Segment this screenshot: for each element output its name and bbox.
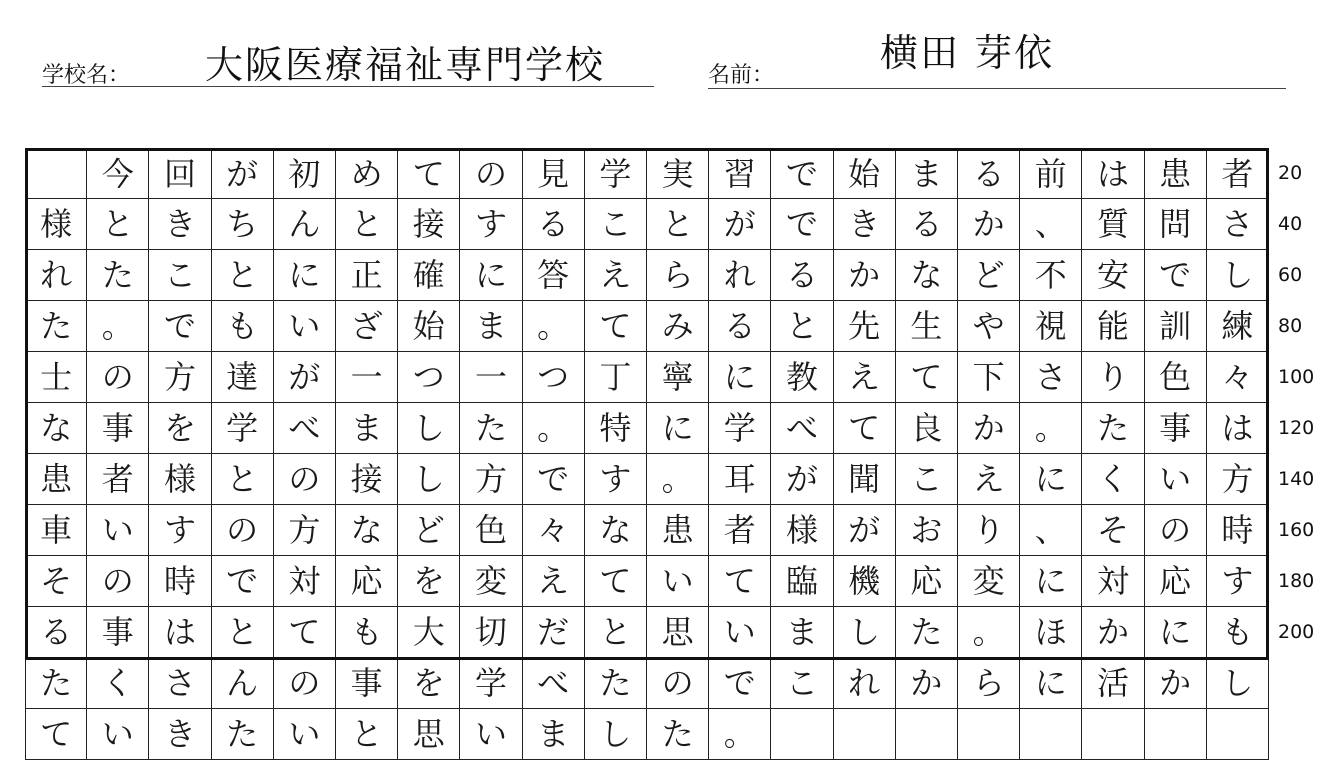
grid-cell: ざ [336, 301, 398, 352]
grid-cell: で [1145, 250, 1207, 301]
grid-cell: 思 [398, 709, 460, 760]
grid-cell: た [1082, 403, 1144, 454]
grid-cell: で [709, 658, 771, 709]
grid-cell: 。 [1020, 403, 1082, 454]
grid-cell: と [336, 709, 398, 760]
grid-cell: た [25, 658, 87, 709]
grid-cell: 臨 [771, 556, 833, 607]
grid-cell: つ [398, 352, 460, 403]
grid-cell: 応 [336, 556, 398, 607]
grid-cell [896, 709, 958, 760]
grid-cell: も [336, 607, 398, 658]
grid-cell: 学 [460, 658, 522, 709]
grid-cell: れ [834, 658, 896, 709]
grid-cell: に [1020, 454, 1082, 505]
grid-cell: で [149, 301, 211, 352]
grid-cell: に [1020, 556, 1082, 607]
grid-cell: 患 [1145, 148, 1207, 199]
grid-cell: と [212, 454, 274, 505]
grid-cell: い [460, 709, 522, 760]
grid-cell: 様 [25, 199, 87, 250]
grid-cell: ん [274, 199, 336, 250]
grid-cell: べ [771, 403, 833, 454]
grid-cell: さ [1207, 199, 1269, 250]
grid-cell: な [896, 250, 958, 301]
grid-cell: 接 [336, 454, 398, 505]
grid-cell: の [87, 556, 149, 607]
grid-cell: の [274, 658, 336, 709]
grid-cell: い [274, 301, 336, 352]
grid-cell: 。 [958, 607, 1020, 658]
grid-cell: 方 [149, 352, 211, 403]
grid-cell: に [647, 403, 709, 454]
grid-cell: き [834, 199, 896, 250]
grid-cell: 初 [274, 148, 336, 199]
grid-cell: な [336, 505, 398, 556]
grid-cell: か [1145, 658, 1207, 709]
grid-cell: し [585, 709, 647, 760]
grid-cell: い [87, 505, 149, 556]
grid-cell: 事 [1145, 403, 1207, 454]
line-number: 120 [1278, 417, 1315, 439]
grid-cell: お [896, 505, 958, 556]
grid-cell: で [212, 556, 274, 607]
grid-cell: て [834, 403, 896, 454]
grid-cell: 問 [1145, 199, 1207, 250]
grid-cell: 正 [336, 250, 398, 301]
student-name-value: 横田 芽依 [880, 31, 1055, 75]
grid-cell: て [398, 148, 460, 199]
line-number: 140 [1278, 468, 1315, 490]
grid-cell: 事 [87, 403, 149, 454]
grid-cell: で [771, 199, 833, 250]
grid-cell: と [647, 199, 709, 250]
grid-cell: 接 [398, 199, 460, 250]
grid-cell: の [1145, 505, 1207, 556]
grid-cell: や [958, 301, 1020, 352]
grid-cell: た [585, 658, 647, 709]
grid-cell: る [771, 250, 833, 301]
grid-cell [834, 709, 896, 760]
grid-cell: 活 [1082, 658, 1144, 709]
grid-cell: い [709, 607, 771, 658]
grid-cell: 機 [834, 556, 896, 607]
name-underline [708, 88, 1286, 89]
grid-cell: 一 [336, 352, 398, 403]
grid-cell: 学 [709, 403, 771, 454]
grid-cell: ど [958, 250, 1020, 301]
grid-cell: 学 [212, 403, 274, 454]
grid-cell: 々 [523, 505, 585, 556]
grid-cell [958, 709, 1020, 760]
grid-cell: 者 [87, 454, 149, 505]
grid-cell: す [149, 505, 211, 556]
grid-cell: き [149, 199, 211, 250]
line-number: 60 [1278, 264, 1303, 286]
grid-cell: か [834, 250, 896, 301]
grid-cell: 時 [149, 556, 211, 607]
grid-cell: て [585, 556, 647, 607]
grid-cell: か [958, 403, 1020, 454]
line-number: 80 [1278, 315, 1303, 337]
grid-cell: し [1207, 658, 1269, 709]
grid-cell: も [1207, 607, 1269, 658]
grid-cell: い [87, 709, 149, 760]
line-number: 40 [1278, 213, 1303, 235]
grid-cell: に [709, 352, 771, 403]
grid-cell: 始 [398, 301, 460, 352]
grid-cell: て [25, 709, 87, 760]
grid-cell: 事 [336, 658, 398, 709]
grid-cell: 。 [647, 454, 709, 505]
grid-cell: 事 [87, 607, 149, 658]
grid-cell: べ [523, 658, 585, 709]
line-number: 100 [1278, 366, 1315, 388]
grid-cell [771, 709, 833, 760]
grid-cell: 生 [896, 301, 958, 352]
grid-cell: が [709, 199, 771, 250]
grid-cell: え [958, 454, 1020, 505]
grid-cell: の [87, 352, 149, 403]
school-name-value: 大阪医療福祉専門学校 [205, 43, 606, 87]
grid-cell: た [647, 709, 709, 760]
grid-cell: て [896, 352, 958, 403]
grid-cell: 患 [647, 505, 709, 556]
grid-cell: な [585, 505, 647, 556]
grid-cell: え [585, 250, 647, 301]
grid-cell: と [771, 301, 833, 352]
grid-cell: な [25, 403, 87, 454]
grid-cell: る [958, 148, 1020, 199]
grid-cell: に [460, 250, 522, 301]
grid-cell: さ [1020, 352, 1082, 403]
grid-cell: み [647, 301, 709, 352]
grid-cell: 変 [460, 556, 522, 607]
grid-cell: 学 [585, 148, 647, 199]
grid-cell: の [647, 658, 709, 709]
grid-cell: 方 [1207, 454, 1269, 505]
grid-cell: た [212, 709, 274, 760]
grid-cell: で [523, 454, 585, 505]
grid-cell: 見 [523, 148, 585, 199]
grid-cell: 様 [771, 505, 833, 556]
grid-cell: は [1207, 403, 1269, 454]
grid-cell: だ [523, 607, 585, 658]
grid-cell: 練 [1207, 301, 1269, 352]
grid-cell: が [274, 352, 336, 403]
grid-cell: 士 [25, 352, 87, 403]
grid-cell: 様 [149, 454, 211, 505]
line-number: 200 [1278, 621, 1315, 643]
grid-cell: 訓 [1145, 301, 1207, 352]
grid-cell: め [336, 148, 398, 199]
grid-cell: る [523, 199, 585, 250]
grid-cell: ま [771, 607, 833, 658]
grid-cell [1020, 709, 1082, 760]
grid-cell: 答 [523, 250, 585, 301]
grid-cell: ら [958, 658, 1020, 709]
grid-cell: こ [771, 658, 833, 709]
grid-cell: 丁 [585, 352, 647, 403]
grid-cell: た [460, 403, 522, 454]
grid-cell: が [834, 505, 896, 556]
grid-cell: を [398, 658, 460, 709]
grid-cell: し [398, 454, 460, 505]
grid-cell [25, 148, 87, 199]
grid-cell: し [398, 403, 460, 454]
grid-cell: 。 [709, 709, 771, 760]
grid-cell: 方 [460, 454, 522, 505]
grid-cell: と [585, 607, 647, 658]
grid-cell: え [834, 352, 896, 403]
grid-cell: 々 [1207, 352, 1269, 403]
grid-cell: 。 [523, 301, 585, 352]
grid-cell: の [460, 148, 522, 199]
grid-cell: に [274, 250, 336, 301]
grid-cell: 変 [958, 556, 1020, 607]
grid-cell: 安 [1082, 250, 1144, 301]
grid-cell: 、 [1020, 505, 1082, 556]
grid-cell: ど [398, 505, 460, 556]
grid-cell: え [523, 556, 585, 607]
grid-cell: 視 [1020, 301, 1082, 352]
grid-cell: 時 [1207, 505, 1269, 556]
grid-cell: 前 [1020, 148, 1082, 199]
grid-cell: す [460, 199, 522, 250]
grid-cell: 習 [709, 148, 771, 199]
line-number: 160 [1278, 519, 1315, 541]
grid-cell: 教 [771, 352, 833, 403]
grid-cell: い [1145, 454, 1207, 505]
grid-cell: 切 [460, 607, 522, 658]
grid-cell: か [958, 199, 1020, 250]
grid-cell: は [149, 607, 211, 658]
grid-cell: 不 [1020, 250, 1082, 301]
grid-cell: 。 [523, 403, 585, 454]
grid-cell: た [87, 250, 149, 301]
grid-cell: し [1207, 250, 1269, 301]
grid-cell: 患 [25, 454, 87, 505]
grid-cell: 下 [958, 352, 1020, 403]
grid-cell: 、 [1020, 199, 1082, 250]
grid-cell: い [647, 556, 709, 607]
grid-cell: つ [523, 352, 585, 403]
grid-cell: に [1145, 607, 1207, 658]
grid-cell: る [709, 301, 771, 352]
name-label: 名前： [708, 63, 775, 88]
grid-cell: で [771, 148, 833, 199]
grid-cell: 応 [1145, 556, 1207, 607]
school-label: 学校名： [42, 63, 131, 88]
grid-cell: し [834, 607, 896, 658]
grid-cell: 対 [1082, 556, 1144, 607]
grid-cell: ま [896, 148, 958, 199]
grid-cell: 大 [398, 607, 460, 658]
grid-cell: 今 [87, 148, 149, 199]
grid-cell: す [585, 454, 647, 505]
grid-cell: ん [212, 658, 274, 709]
grid-cell: い [274, 709, 336, 760]
grid-cell [1145, 709, 1207, 760]
grid-cell: を [398, 556, 460, 607]
grid-cell: て [585, 301, 647, 352]
line-number: 180 [1278, 570, 1315, 592]
grid-cell: べ [274, 403, 336, 454]
grid-cell: る [896, 199, 958, 250]
grid-cell: 者 [1207, 148, 1269, 199]
grid-cell: ま [336, 403, 398, 454]
grid-cell: 方 [274, 505, 336, 556]
grid-cell [1207, 709, 1269, 760]
grid-cell: く [87, 658, 149, 709]
grid-cell: と [336, 199, 398, 250]
grid-cell: り [1082, 352, 1144, 403]
grid-cell: 特 [585, 403, 647, 454]
grid-cell: と [87, 199, 149, 250]
grid-cell [1082, 709, 1144, 760]
manuscript-grid [25, 148, 1269, 760]
grid-cell: そ [25, 556, 87, 607]
grid-cell: 始 [834, 148, 896, 199]
grid-cell: 対 [274, 556, 336, 607]
grid-cell: ら [647, 250, 709, 301]
grid-cell: 回 [149, 148, 211, 199]
grid-cell: 実 [647, 148, 709, 199]
grid-cell: に [1020, 658, 1082, 709]
grid-cell: て [709, 556, 771, 607]
grid-cell: く [1082, 454, 1144, 505]
grid-cell: 能 [1082, 301, 1144, 352]
grid-cell: た [25, 301, 87, 352]
grid-cell: は [1082, 148, 1144, 199]
grid-cell: 応 [896, 556, 958, 607]
grid-cell: 車 [25, 505, 87, 556]
grid-cell: れ [709, 250, 771, 301]
grid-cell: か [1082, 607, 1144, 658]
grid-cell: り [958, 505, 1020, 556]
grid-cell: ま [460, 301, 522, 352]
school-underline [42, 86, 654, 87]
grid-cell: か [896, 658, 958, 709]
grid-cell: さ [149, 658, 211, 709]
grid-cell: 耳 [709, 454, 771, 505]
grid-cell: れ [25, 250, 87, 301]
grid-cell: も [212, 301, 274, 352]
grid-cell: た [896, 607, 958, 658]
grid-cell: す [1207, 556, 1269, 607]
grid-cell: こ [149, 250, 211, 301]
grid-cell: 良 [896, 403, 958, 454]
grid-cell: き [149, 709, 211, 760]
grid-cell: が [771, 454, 833, 505]
grid-cell: 一 [460, 352, 522, 403]
grid-cell: こ [896, 454, 958, 505]
grid-cell: て [274, 607, 336, 658]
grid-cell: ま [523, 709, 585, 760]
grid-cell: ち [212, 199, 274, 250]
grid-cell: 色 [1145, 352, 1207, 403]
grid-cell: る [25, 607, 87, 658]
grid-cell: 質 [1082, 199, 1144, 250]
grid-cell: 聞 [834, 454, 896, 505]
grid-cell: 先 [834, 301, 896, 352]
grid-cell: の [274, 454, 336, 505]
grid-cell: 。 [87, 301, 149, 352]
grid-cell: ほ [1020, 607, 1082, 658]
grid-cell: を [149, 403, 211, 454]
grid-cell: 寧 [647, 352, 709, 403]
line-number: 20 [1278, 162, 1303, 184]
grid-cell: そ [1082, 505, 1144, 556]
grid-cell: 確 [398, 250, 460, 301]
grid-cell: 色 [460, 505, 522, 556]
grid-cell: が [212, 148, 274, 199]
grid-cell: 者 [709, 505, 771, 556]
grid-cell: 達 [212, 352, 274, 403]
grid-cell: と [212, 250, 274, 301]
grid-cell: の [212, 505, 274, 556]
grid-cell: と [212, 607, 274, 658]
grid-cell: こ [585, 199, 647, 250]
grid-cell: 思 [647, 607, 709, 658]
